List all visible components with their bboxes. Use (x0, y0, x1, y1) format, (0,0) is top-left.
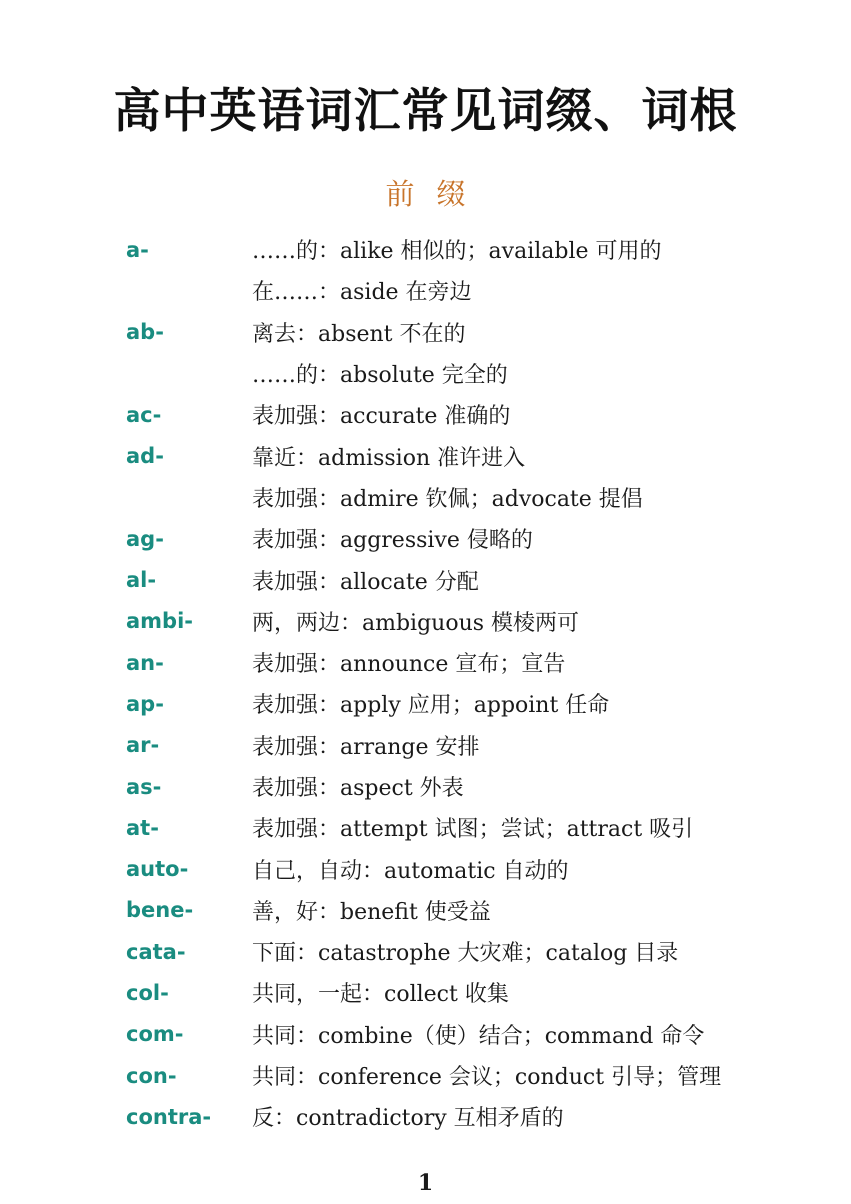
section-title: 前缀 (385, 177, 488, 211)
list-item (126, 270, 826, 311)
prefix-term: al- (126, 568, 157, 593)
prefix-term: ag- (126, 526, 164, 551)
list-item (126, 642, 826, 683)
list-item (126, 807, 826, 848)
list-item (126, 848, 826, 889)
prefix-meaning: 共同：conference 会议；conduct 引导；管理 (252, 1065, 722, 1091)
list-item (126, 518, 826, 559)
list-item (126, 477, 826, 518)
prefix-meaning: 反：contradictory 互相矛盾的 (252, 1106, 564, 1132)
prefix-meaning: 靠近：admission 准许进入 (252, 445, 526, 471)
prefix-meaning: 表加强：attempt 试图；尝试；attract 吸引 (252, 817, 694, 843)
prefix-meaning: 自己，自动：automatic 自动的 (252, 858, 569, 884)
list-item (126, 890, 826, 931)
prefix-term: ap- (126, 691, 164, 716)
prefix-term: col- (126, 980, 169, 1005)
prefix-meaning: 表加强：aggressive 侵略的 (252, 528, 533, 554)
prefix-term: ad- (126, 444, 164, 469)
prefix-meaning: 离去：absent 不在的 (252, 321, 466, 347)
list-item (126, 601, 826, 642)
prefix-term: as- (126, 774, 162, 799)
prefix-term: auto- (126, 857, 189, 882)
list-item (126, 683, 826, 724)
prefix-meaning: 善，好：benefit 使受益 (252, 899, 491, 925)
list-item (126, 1096, 826, 1137)
prefix-meaning: 共同，一起：collect 收集 (252, 982, 509, 1008)
list-item (126, 312, 826, 353)
list-item (126, 1014, 826, 1055)
prefix-term: ar- (126, 733, 160, 758)
list-item (126, 931, 826, 972)
prefix-meaning: 共同：combine（使）结合；command 命令 (252, 1023, 705, 1049)
list-item (126, 725, 826, 766)
prefix-meaning: 表加强：arrange 安排 (252, 734, 480, 760)
page-title: 高中英语词汇常见词缀、词根 (113, 84, 738, 139)
list-item (126, 435, 826, 476)
prefix-list (126, 229, 826, 1138)
prefix-term: ac- (126, 402, 162, 427)
list-item (126, 559, 826, 600)
list-item (126, 1055, 826, 1096)
prefix-meaning: 表加强：accurate 准确的 (252, 404, 511, 430)
list-item (126, 394, 826, 435)
prefix-term: a- (126, 237, 149, 262)
prefix-term: cata- (126, 939, 186, 964)
prefix-meaning: 下面：catastrophe 大灾难；catalog 目录 (252, 941, 679, 967)
page-number: 1 (417, 1170, 434, 1196)
list-item (126, 353, 826, 394)
prefix-meaning: ……的：absolute 完全的 (252, 363, 508, 389)
prefix-meaning: 表加强：allocate 分配 (252, 569, 479, 595)
prefix-term: ab- (126, 320, 164, 345)
prefix-meaning: 表加强：apply 应用；appoint 任命 (252, 693, 610, 719)
prefix-term: com- (126, 1022, 184, 1047)
prefix-term: bene- (126, 898, 194, 923)
prefix-meaning: 两，两边：ambiguous 模棱两可 (252, 610, 580, 636)
prefix-term: con- (126, 1063, 177, 1088)
prefix-meaning: 在……：aside 在旁边 (252, 280, 472, 306)
prefix-term: contra- (126, 1104, 212, 1129)
list-item (126, 972, 826, 1013)
list-item (126, 766, 826, 807)
prefix-term: ambi- (126, 609, 193, 634)
prefix-meaning: ……的：alike 相似的；available 可用的 (252, 239, 662, 265)
list-item (126, 229, 826, 270)
prefix-term: at- (126, 815, 159, 840)
prefix-meaning: 表加强：admire 钦佩；advocate 提倡 (252, 486, 643, 512)
prefix-meaning: 表加强：announce 宣布；宣告 (252, 652, 566, 678)
prefix-term: an- (126, 650, 164, 675)
prefix-meaning: 表加强：aspect 外表 (252, 776, 464, 801)
